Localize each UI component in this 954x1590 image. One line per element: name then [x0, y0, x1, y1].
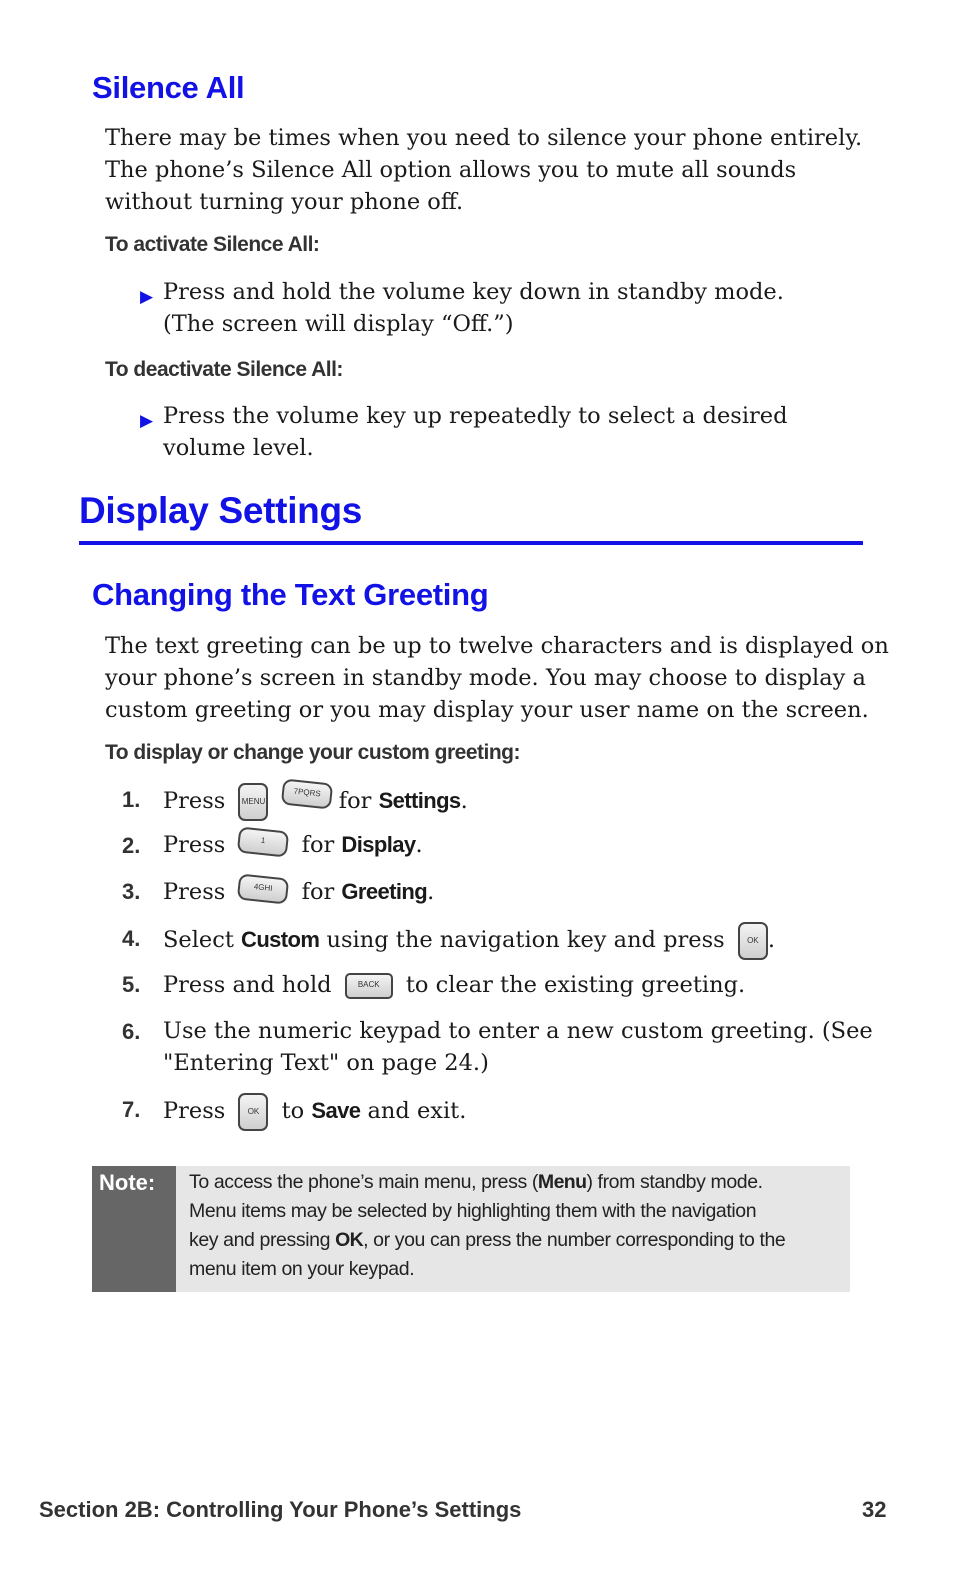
steps-label: To display or change your custom greeting: — [105, 741, 521, 764]
step-text: Use the numeric keypad to enter a new custom greeting. (See — [163, 1018, 873, 1044]
step-5 — [163, 969, 745, 1001]
step-text: to clear the existing greeting. — [405, 972, 746, 998]
bullet-arrow-icon: ▶ — [140, 411, 154, 430]
back-key-icon: BACK — [345, 973, 393, 999]
step-text: for — [301, 879, 335, 905]
four-key-icon: 4GHI — [237, 873, 289, 904]
step-2 — [163, 829, 423, 861]
note-text — [189, 1168, 849, 1284]
step-6 — [163, 1015, 883, 1079]
footer-section-title: Section 2B: Controlling Your Phone’s Settings — [39, 1497, 522, 1522]
step-text: Press — [163, 1098, 226, 1124]
text-greeting-intro — [105, 630, 925, 726]
step-menu-option: Custom — [241, 927, 320, 952]
intro-line: custom greeting or you may display your user name on the screen. — [105, 697, 869, 723]
deactivate-step — [163, 400, 863, 464]
note-emphasis: OK — [335, 1229, 364, 1251]
note-emphasis: Menu — [537, 1171, 587, 1193]
step-4 — [163, 922, 775, 960]
step-number: 3. — [122, 879, 141, 904]
step-number: 7. — [122, 1097, 141, 1122]
silence-all-intro — [105, 122, 905, 218]
step-text: . — [415, 832, 423, 858]
step-menu-option: Display — [341, 832, 416, 857]
menu-key-icon: MENU — [238, 783, 268, 821]
section-heading-text-greeting: Changing the Text Greeting — [92, 577, 489, 612]
note-label: Note: — [99, 1170, 156, 1195]
heading-rule — [79, 541, 863, 545]
step-number: 5. — [122, 972, 141, 997]
note-line — [189, 1226, 849, 1255]
step-3 — [163, 876, 434, 908]
step-text: Press — [163, 788, 226, 814]
step-text: Press and hold — [163, 972, 332, 998]
note-label-cell — [92, 1166, 176, 1292]
step-text: . — [767, 927, 775, 953]
step-text: Press — [163, 879, 226, 905]
note-line — [189, 1168, 849, 1197]
section-heading-silence-all: Silence All — [92, 70, 245, 105]
step-number: 1. — [122, 787, 141, 812]
step-menu-option: Settings — [378, 788, 461, 813]
intro-line: There may be times when you need to silence your phone entirely. — [105, 125, 863, 151]
step-text: to — [281, 1098, 305, 1124]
step-line: Press the volume key up repeatedly to select a desired — [163, 403, 788, 429]
step-text: . — [460, 788, 468, 814]
ok-key-icon: OK — [238, 1093, 268, 1131]
step-menu-option: Greeting — [341, 879, 428, 904]
note-line: menu item on your keypad. — [189, 1258, 415, 1280]
step-number: 6. — [122, 1019, 141, 1044]
bullet-arrow-icon: ▶ — [140, 287, 154, 306]
step-text: using the navigation key and press — [326, 927, 725, 953]
deactivate-label: To deactivate Silence All: — [105, 358, 343, 381]
note-fragment: To access the phone’s main menu, press ( — [189, 1171, 538, 1193]
note-fragment: key and pressing — [189, 1229, 331, 1251]
section-heading-display-settings: Display Settings — [79, 490, 363, 531]
intro-line: your phone’s screen in standby mode. You may choose to display a — [105, 665, 866, 691]
step-text: "Entering Text" on page 24.) — [163, 1050, 489, 1076]
one-key-icon: 1 — [237, 826, 289, 857]
step-text: for — [338, 788, 372, 814]
activate-step — [163, 276, 863, 340]
footer-page-number: 32 — [862, 1497, 887, 1522]
step-1 — [163, 783, 468, 821]
step-text: for — [301, 832, 335, 858]
intro-line: without turning your phone off. — [105, 189, 464, 215]
ok-key-icon: OK — [738, 922, 768, 960]
step-text: and exit. — [367, 1098, 467, 1124]
step-text: Select — [163, 927, 234, 953]
activate-label: To activate Silence All: — [105, 233, 320, 256]
seven-key-icon: 7PQRS — [280, 778, 332, 809]
step-number: 4. — [122, 926, 141, 951]
step-line: volume level. — [163, 435, 314, 461]
step-menu-option: Save — [311, 1098, 361, 1123]
note-fragment: ) from standby mode. — [586, 1171, 763, 1193]
step-text: . — [427, 879, 435, 905]
intro-line: The phone’s Silence All option allows you to mute all sounds — [105, 157, 797, 183]
step-number: 2. — [122, 833, 141, 858]
note-line: Menu items may be selected by highlighting them with the navigation — [189, 1200, 757, 1222]
step-text: Press — [163, 832, 226, 858]
intro-line: The text greeting can be up to twelve characters and is displayed on — [105, 633, 889, 659]
step-line: Press and hold the volume key down in standby mode. — [163, 279, 784, 305]
step-7 — [163, 1093, 466, 1131]
note-fragment: , or you can press the number corresponding to the — [363, 1229, 786, 1251]
step-line: (The screen will display “Off.”) — [163, 311, 514, 337]
